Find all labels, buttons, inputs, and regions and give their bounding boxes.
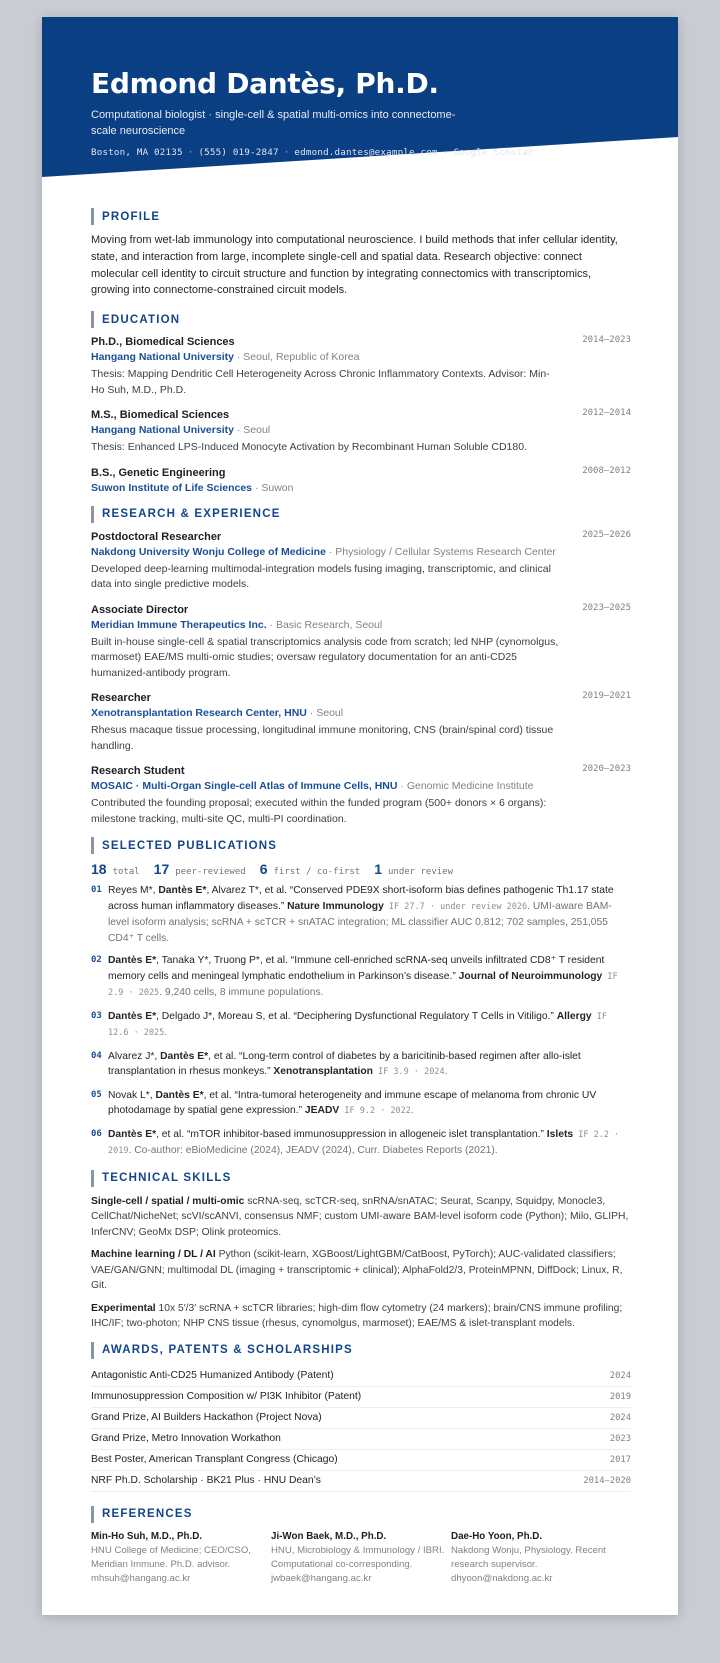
entry-title: Research Student <box>91 765 185 778</box>
award-year: 2023 <box>609 1433 631 1444</box>
publication-item: 05 Novak L*, Dantès E*, et al. “Intra-tumoral heterogeneity and immune escape of melanoma from chronic UV photodamage by spatial gene expression.” JEADV IF 9.2 · 2022. <box>91 1088 631 1120</box>
header-banner <box>42 17 678 187</box>
skill-group <box>91 1194 631 1241</box>
impact-factor: IF 9.2 · 2022 <box>339 1106 411 1117</box>
entry-org: Meridian Immune Therapeutics Inc. <box>91 618 267 631</box>
award-year: 2024 <box>609 1412 631 1423</box>
stat-total-label: total <box>112 867 140 878</box>
award-year: 2017 <box>609 1454 631 1465</box>
entry-title: Postdoctoral Researcher <box>91 530 222 543</box>
skill-text: Python (scikit-learn, XGBoost/LightGBM/CatBoost, PyTorch); AUC-validated classifiers; VAE/GAN/GNN; multimodal DL (imaging + transcriptomic + clinical); AlphaFold2/3, ProteinMPNN, DiffDock; Linux, R, Git. <box>91 1249 623 1292</box>
entry-org: Hangang National University <box>91 424 234 437</box>
education-entry <box>91 466 631 496</box>
reference-email[interactable]: jwbaek@hangang.ac.kr <box>271 1573 372 1585</box>
entry-title: M.S., Biomedical Sciences <box>91 409 230 422</box>
impact-factor: IF 12.6 · 2025 <box>108 1011 607 1039</box>
entry-org: MOSAIC · Multi-Organ Single-cell Atlas of Immune Cells, HNU <box>91 780 398 793</box>
entry-location: · Physiology / Cellular Systems Research Center <box>325 545 556 558</box>
reference-name: Min-Ho Suh, M.D., Ph.D. <box>91 1530 203 1542</box>
impact-factor: IF 3.9 · 2024 <box>372 1067 445 1078</box>
entry-title: Researcher <box>91 692 151 705</box>
publication-number: 01 <box>91 885 102 896</box>
entry-desc: Thesis: Enhanced LPS-Induced Monocyte Activation by Recombinant Human Soluble CD180. <box>91 441 527 454</box>
award-row <box>91 1408 631 1429</box>
stat-first-count: 6 <box>259 861 268 878</box>
journal-name: JEADV <box>304 1105 340 1117</box>
resume-body <box>91 198 631 1587</box>
award-name: Antagonistic Anti-CD25 Humanized Antibody (Patent) <box>91 1369 334 1381</box>
experience-entry <box>91 603 631 682</box>
self-author: Dantès E* <box>160 1050 209 1062</box>
skill-text: scRNA-seq, scTCR-seq, snRNA/snATAC; Seurat, Scanpy, Squidpy, Monocle3, CellChat/NicheNet; scVI/scANVI, consensus NMF; custom UMI-aware BAM-level isoform code (Python); Milo, GLIPH, InferCNV; GeoMx DSP; Olink proteomics. <box>91 1195 629 1238</box>
experience-entry <box>91 691 631 754</box>
publication-number: 06 <box>91 1128 102 1139</box>
self-author: Dantès E* <box>108 1010 157 1022</box>
impact-factor: IF 27.7 · under review 2026 <box>383 901 528 912</box>
entry-desc: Contributed the founding proposal; executed within the funded program (500+ donors × 6 organs): milestone tracking, multi-site QC, multi-PI coordination. <box>91 797 547 825</box>
award-year: 2024 <box>609 1370 631 1381</box>
entry-location: · Seoul, Republic of Korea <box>233 351 360 364</box>
reference-desc: HNU, Microbiology & Immunology / IBRI. Computational co-corresponding. <box>271 1544 445 1571</box>
resume-page <box>42 17 678 1615</box>
publication-item: 06 Dantès E*, et al. “mTOR inhibitor-based immunosuppression in allogeneic islet transplantation.” Islets IF 2.2 · 2019. Co-author: eBioMedicine (2024), JEADV (2024), Curr. Diabetes Reports (2021). <box>91 1127 631 1160</box>
entry-org: Xenotransplantation Research Center, HNU <box>91 707 307 720</box>
reference-name: Dae-Ho Yoon, Ph.D. <box>451 1530 543 1542</box>
publication-number: 04 <box>91 1050 102 1061</box>
award-row <box>91 1471 631 1492</box>
entry-date: 2023–2025 <box>582 602 631 613</box>
skill-label: Experimental <box>91 1302 156 1314</box>
self-author: Dantès E* <box>108 955 157 967</box>
section-heading-references: REFERENCES <box>91 1506 631 1523</box>
award-year: 2014–2020 <box>583 1475 631 1486</box>
self-author: Dantès E* <box>155 1089 204 1101</box>
entry-desc: Developed deep-learning multimodal-integration models fusing imaging, transcriptomic, and clinical data into single predictive models. <box>91 562 551 591</box>
self-author: Dantès E* <box>108 1128 157 1140</box>
self-author: Dantès E* <box>158 885 207 897</box>
entry-desc: Built in-house single-cell & spatial transcriptomics analysis code from scratch; led NHP (cynomolgus, marmoset) EAE/MS multi-omic studies; oversaw regulatory documentation for an anti-CD25 humanized-antibody program. <box>91 635 559 679</box>
skill-text: 10x 5′/3′ scRNA + scTCR libraries; high-dim flow cytometry (24 markers); brain/CNS immune profiling; IHC/IF; two-photon; NHP CNS tissue (rhesus, cynomolgus, marmoset); EAE/MS & islet-transplant models. <box>91 1302 623 1330</box>
publication-number: 05 <box>91 1089 102 1100</box>
award-name: NRF Ph.D. Scholarship · BK21 Plus · HNU Dean’s <box>91 1474 321 1486</box>
entry-title: Ph.D., Biomedical Sciences <box>91 336 235 349</box>
entry-date: 2012–2014 <box>582 408 631 419</box>
contact-line: Boston, MA 02135 · (555) 019-2847 · edmond.dantes@example.com · Google Scholar <box>91 147 534 158</box>
publication-item: 02 Dantès E*, Tanaka Y*, Truong P*, et al. “Immune cell-enriched scRNA-seq unveils infiltrated CD8⁺ T resident memory cells and meningeal lymphatic endothelium in Parkinson’s disease.” Journal of Neuroimmunology IF 2.9 · 2025. 9,240 cells, 8 immune populations. <box>91 953 631 1002</box>
entry-desc: Thesis: Mapping Dendritic Cell Heterogeneity Across Chronic Inflammatory Contexts. Advisor: Min-Ho Suh, M.D., Ph.D. <box>91 368 550 396</box>
skill-group <box>91 1247 631 1294</box>
entry-title: B.S., Genetic Engineering <box>91 466 226 479</box>
award-name: Immunosuppression Composition w/ PI3K Inhibitor (Patent) <box>91 1390 362 1402</box>
publication-item: 04 Alvarez J*, Dantès E*, et al. “Long-term control of diabetes by a baricitinib-based regimen after allo-islet transplantation in rhesus monkeys.” Xenotransplantation IF 3.9 · 2024. <box>91 1049 631 1081</box>
entry-date: 2019–2021 <box>582 691 631 702</box>
entry-date: 2008–2012 <box>582 465 631 476</box>
profile-text: Moving from wet-lab immunology into computational neuroscience. I build methods that infer cellular identity, state, and interaction from large, incomplete single-cell and spatial data. Research objective: connect molecular cell identity to circuit structure and function by integrating connectomics with transcriptomics, growing into connectome-constrained circuit models. <box>91 234 618 297</box>
reference-email[interactable]: dhyoon@nakdong.ac.kr <box>451 1573 553 1585</box>
section-heading-publications: SELECTED PUBLICATIONS <box>91 837 631 854</box>
education-entry <box>91 408 631 456</box>
stat-peer-count: 17 <box>153 861 170 878</box>
impact-factor: IF 2.9 · 2025 <box>108 971 618 999</box>
stat-review-count: 1 <box>374 861 382 878</box>
contact-scholar-link[interactable]: Google Scholar <box>453 147 534 158</box>
publication-number: 03 <box>91 1010 102 1021</box>
reference-desc: Nakdong Wonju, Physiology. Recent research supervisor. <box>451 1544 606 1571</box>
journal-name: Nature Immunology <box>287 900 384 912</box>
contact-phone: (555) 019-2847 <box>198 147 279 158</box>
education-entry <box>91 335 631 398</box>
award-row <box>91 1387 631 1408</box>
entry-org: Nakdong University Wonju College of Medicine <box>91 545 326 558</box>
stat-total-count: 18 <box>91 861 107 878</box>
award-row <box>91 1366 631 1387</box>
impact-factor: IF 2.2 · 2019 <box>108 1129 620 1157</box>
journal-name: Journal of Neuroimmunology <box>458 970 603 982</box>
reference-email[interactable]: mhsuh@hangang.ac.kr <box>91 1573 191 1585</box>
stat-peer-label: peer-reviewed <box>175 867 246 878</box>
entry-desc: Rhesus macaque tissue processing, longitudinal immune monitoring, CNS (brain/spinal cord) tissue handling. <box>91 724 554 752</box>
publication-item: 03 Dantès E*, Delgado J*, Moreau S, et al. “Deciphering Dysfunctional Regulatory T Cells in Vitiligo.” Allergy IF 12.6 · 2025. <box>91 1009 631 1042</box>
stat-review-label: under review <box>388 867 454 878</box>
entry-org: Hangang National University <box>91 351 234 364</box>
entry-location: · Seoul <box>306 707 344 720</box>
section-heading-awards: AWARDS, PATENTS & SCHOLARSHIPS <box>91 1342 631 1359</box>
reference-card <box>451 1530 631 1587</box>
publication-item: 01 Reyes M*, Dantès E*, Alvarez T*, et al. “Conserved PDE9X short-isoform bias defines pathogenic Th1.17 state across human inflammatory diseases.” Nature Immunology IF 27.7 · under review 2026. UMI-aware BAM-level isoform analysis; scRNA + scTCR + snATAC integration; ML classifier AUC 0.812; 702 samples, 251,055 CD4⁺ T cells. <box>91 883 631 946</box>
section-heading-education: EDUCATION <box>91 311 631 328</box>
journal-name: Islets <box>546 1128 574 1140</box>
publication-stats <box>91 861 631 877</box>
entry-date: 2014–2023 <box>582 335 631 346</box>
award-name: Grand Prize, AI Builders Hackathon (Project Nova) <box>91 1411 322 1423</box>
experience-entry <box>91 764 631 827</box>
reference-card <box>91 1530 271 1587</box>
award-name: Best Poster, American Transplant Congress (Chicago) <box>91 1453 338 1465</box>
skill-label: Single-cell / spatial / multi-omic <box>91 1195 245 1207</box>
section-heading-profile: PROFILE <box>91 208 631 225</box>
candidate-name: Edmond Dantès, Ph.D. <box>91 67 439 100</box>
reference-card <box>271 1530 451 1587</box>
entry-location: · Suwon <box>252 481 294 494</box>
entry-org: Suwon Institute of Life Sciences <box>91 481 253 494</box>
award-year: 2019 <box>609 1391 631 1402</box>
journal-name: Allergy <box>556 1010 592 1022</box>
section-heading-skills: TECHNICAL SKILLS <box>91 1170 631 1187</box>
journal-name: Xenotransplantation <box>273 1066 373 1078</box>
reference-name: Ji-Won Baek, M.D., Ph.D. <box>271 1530 387 1542</box>
contact-location: Boston, MA 02135 <box>91 147 183 158</box>
reference-desc: HNU College of Medicine; CEO/CSO, Meridian Immune. Ph.D. advisor. <box>91 1544 251 1571</box>
publication-number: 02 <box>91 955 102 966</box>
entry-date: 2020–2023 <box>582 764 631 775</box>
stat-first-label: first / co-first <box>273 867 361 878</box>
entry-location: · Genomic Medicine Institute <box>397 780 534 793</box>
award-row <box>91 1450 631 1471</box>
experience-entry <box>91 530 631 593</box>
candidate-tagline: Computational biologist · single-cell & spatial multi-omics into connectome-scale neuroscience <box>91 109 456 137</box>
section-heading-experience: RESEARCH & EXPERIENCE <box>91 506 631 523</box>
entry-title: Associate Director <box>91 603 189 616</box>
award-name: Grand Prize, Metro Innovation Workathon <box>91 1432 281 1444</box>
references-list <box>91 1530 631 1587</box>
entry-location: · Basic Research, Seoul <box>266 618 383 631</box>
contact-email[interactable]: edmond.dantes@example.com <box>294 147 438 158</box>
entry-location: · Seoul <box>233 424 271 437</box>
skill-label: Machine learning / DL / AI <box>91 1249 216 1261</box>
entry-date: 2025–2026 <box>582 529 631 540</box>
skill-group <box>91 1301 631 1332</box>
award-row <box>91 1429 631 1450</box>
